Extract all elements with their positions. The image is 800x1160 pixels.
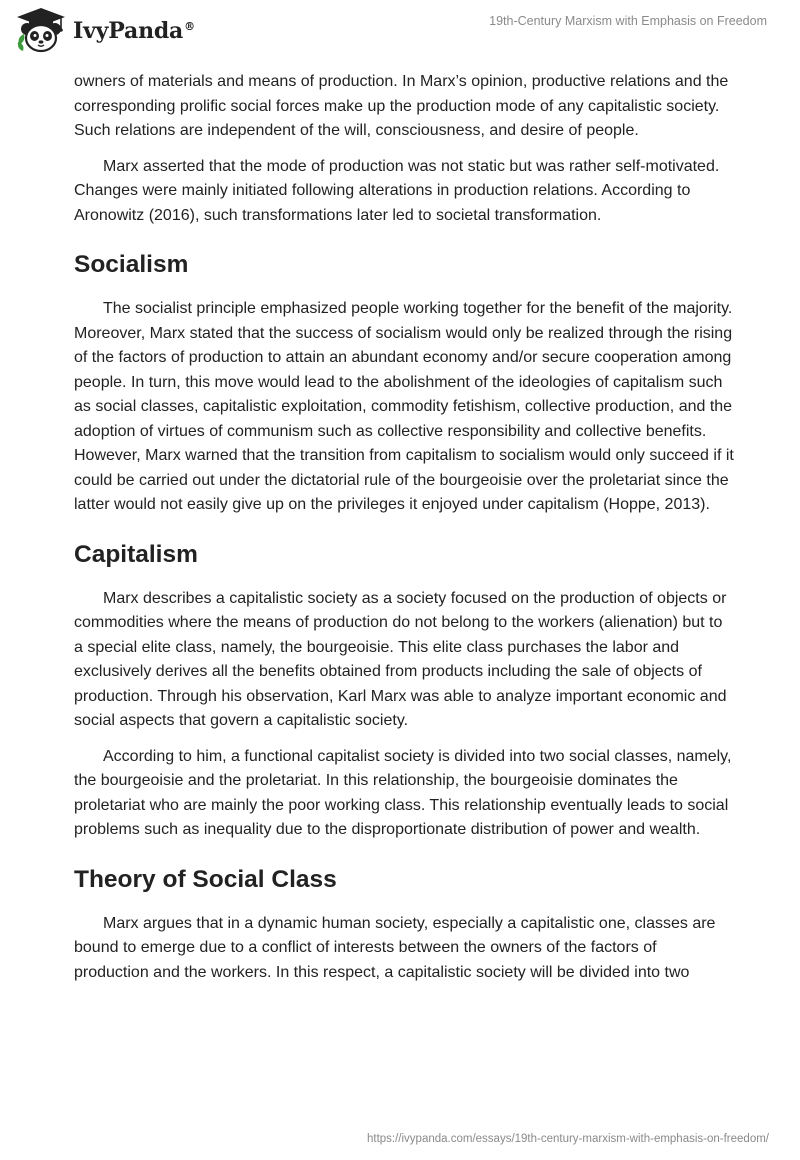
source-url-link[interactable]: https://ivypanda.com/essays/19th-century-marxism-with-emphasis-on-freedom/ (366, 1133, 769, 1145)
paragraph-continued: owners of materials and means of production. In Marx’s opinion, productive relations and the corresponding prolific social forces make up the production mode of any capitalistic society. Such relations are independent of the will, consciousness, and desire of people. (74, 73, 729, 139)
panda-graduation-cap-icon (15, 7, 67, 55)
paragraph: Marx asserted that the mode of production was not static but was rather self-motivated. Changes were mainly initiated following alterations in production relations. According to Aronowitz (2016), such transformations later led to societal transformation. (74, 157, 720, 224)
paragraph: Marx describes a capitalistic society as a society focused on the production of objects or commodities where the means of production do not belong to the workers (alienation) but to a special elite class, namely, the bourgeoisie. This elite class purchases the labor and exclusively derives all the benefits obtained from products including the sale of objects of production. Through his observation, Karl Marx was able to analyze important economic and social aspects that govern a capitalistic society. (74, 589, 727, 729)
document-title: 19th-Century Marxism with Emphasis on Freedom (489, 14, 767, 28)
ivypanda-logo[interactable] (15, 7, 195, 55)
logo-text: IvyPanda® (73, 18, 195, 44)
paragraph: The socialist principle emphasized people working together for the benefit of the majority. Moreover, Marx stated that the success of socialism would only be realized through the rising of the factors of production to attain an abundant economy and/or secure cooperation among people. In turn, this move would lead to the abolishment of the ideologies of capitalism such as social classes, capitalistic exploitation, commodity fetishism, collective production, and the adoption of virtues of communism such as collective responsibility and collective benefits. However, Marx warned that the transition from capitalism to socialism would only succeed if it could be carried out under the dictatorial rule of the bourgeoisie over the proletariat since the latter would not easily give up on the privileges it enjoyed under capitalism (Hoppe, 2013). (74, 300, 734, 513)
essay-body (74, 70, 734, 996)
paragraph: According to him, a functional capitalist society is divided into two social classes, namely, the bourgeoisie and the proletariat. In this relationship, the bourgeoisie dominates the proletariat who are mainly the poor working class. This relationship eventually leads to social problems such as inequality due to the disproportionate distribution of power and wealth. (74, 747, 732, 838)
section-heading-socialism: Socialism (74, 251, 189, 278)
section-heading-capitalism: Capitalism (74, 540, 198, 568)
paragraph: Marx argues that in a dynamic human society, especially a capitalistic one, classes are bound to emerge due to a conflict of interests between the owners of the factors of production and the workers. In this respect, a capitalistic society will be divided into two (74, 914, 716, 981)
section-heading-theory-of-social-class: Theory of Social Class (74, 865, 337, 893)
page-header (0, 0, 800, 70)
